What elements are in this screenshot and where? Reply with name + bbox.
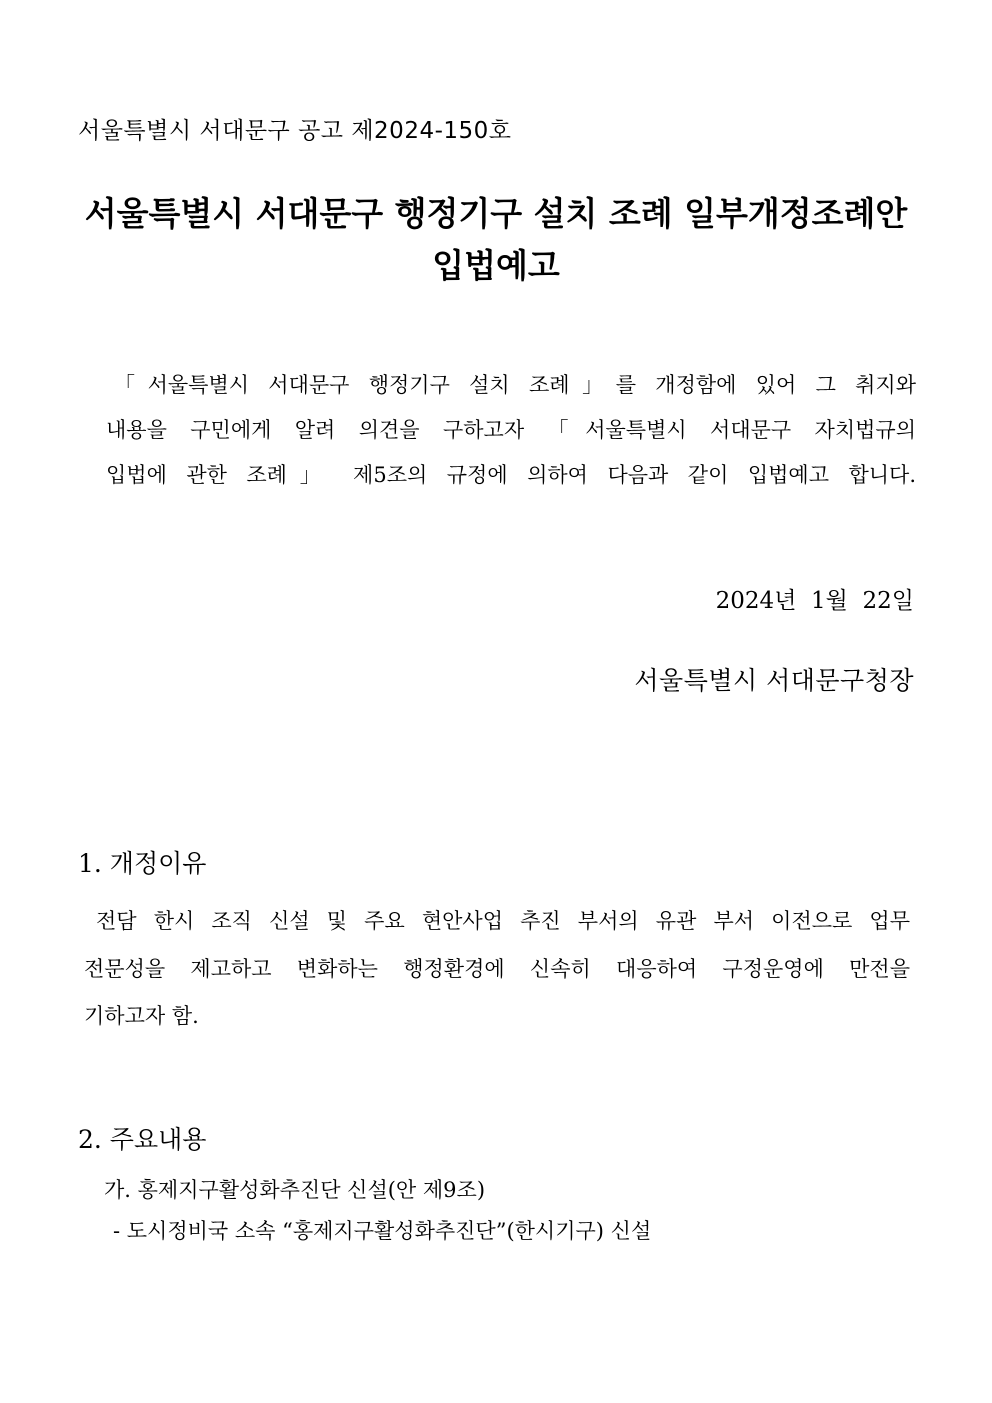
announcement-date: 2024년 1월 22일 [715, 588, 914, 614]
section-1-heading: 1. 개정이유 [78, 849, 207, 878]
document-title-line-2: 입법예고 [432, 246, 560, 285]
intro-line-1: 「서울특별시 서대문구 행정기구 설치 조례」를 개정함에 있어 그 취지와 [114, 373, 916, 397]
reason-line-1: 전담 한시 조직 신설 및 주요 현안사업 추진 부서의 유관 부서 이전으로 업무 [96, 909, 910, 933]
document-title-line-1: 서울특별시 서대문구 행정기구 설치 조례 일부개정조례안 [84, 194, 908, 233]
section-2-heading: 2. 주요내용 [78, 1125, 207, 1154]
content-item-a: 가. 홍제지구활성화추진단 신설(안 제9조) [104, 1178, 486, 1202]
content-item-a-detail: - 도시정비국 소속 “홍제지구활성화추진단”(한시기구) 신설 [113, 1219, 652, 1243]
reason-line-3: 기하고자 함. [84, 1004, 199, 1028]
issuer-name: 서울특별시 서대문구청장 [634, 666, 914, 695]
intro-line-3: 입법에 관한 조례」 제5조의 규정에 의하여 다음과 같이 입법예고 합니다. [106, 463, 916, 487]
reason-line-2: 전문성을 제고하고 변화하는 행정환경에 신속히 대응하여 구정운영에 만전을 [84, 957, 910, 981]
notice-number: 서울특별시 서대문구 공고 제2024-150호 [78, 118, 512, 144]
intro-line-2: 내용을 구민에게 알려 의견을 구하고자 「서울특별시 서대문구 자치법규의 [106, 418, 916, 442]
